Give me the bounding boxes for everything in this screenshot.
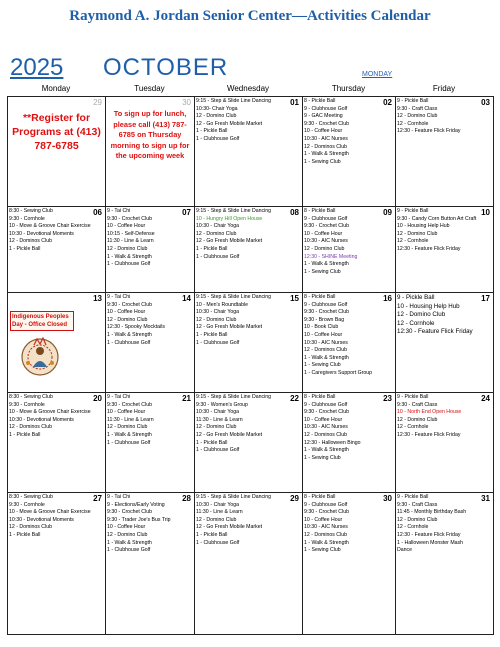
event-list [196, 98, 288, 144]
day-number: 17 [481, 294, 490, 303]
info-note: To sign up for lunch, please call (413) 787-6785 on Thursday morning to sign up for the upcoming week [110, 109, 190, 160]
event-item: 9:30 - Candy Corn Button Art Craft [397, 215, 477, 222]
event-item: 1 - Walk & Strength [304, 354, 349, 361]
event-item: 9 - Pickle Ball [397, 208, 429, 214]
event-item: 8 - Pickle Ball [304, 294, 336, 300]
day-cell-wednesday [195, 97, 303, 207]
event-item: 12 - Dominos Club [9, 524, 52, 531]
event-item: 9 - Tai Chi [107, 208, 131, 214]
day-cell-friday [396, 207, 494, 293]
day-number: 02 [383, 98, 392, 107]
event-item: 10:30 - Chair Yoga [196, 309, 239, 316]
event-item: 10 - Coffee Hour [304, 331, 343, 338]
event-item: 9 - Pickle Ball [397, 98, 429, 104]
event-item: 1 - Clubhouse Golf [196, 253, 240, 260]
event-item: 1 - Walk & Strength [304, 261, 349, 268]
event-item: 12:30 - Feature Flick Friday [397, 431, 461, 438]
event-item: 9:30 - Crochet Club [107, 301, 152, 308]
event-item: 10 - Book Club [304, 324, 339, 331]
event-list [107, 494, 180, 555]
event-item: 9 - Pickle Ball [397, 494, 429, 500]
event-item: 9:30 - Crochet Club [304, 309, 349, 316]
day-number: 15 [290, 294, 299, 303]
event-list [107, 394, 180, 447]
event-item: 12 - Go Fresh Mobile Market [196, 524, 263, 531]
event-item: 12 - Cornhole [397, 319, 435, 327]
event-item: 9 - Clubhouse Golf [304, 401, 348, 408]
day-cell-tuesday [106, 207, 195, 293]
event-item: 8 - Pickle Ball [304, 394, 336, 400]
day-number: 20 [93, 394, 102, 403]
event-item: 9:30 - Craft Class [397, 105, 438, 112]
event-item: 1 - Walk & Strength [107, 253, 152, 260]
day-cell-thursday [303, 493, 396, 635]
event-item: 10 - Coffee Hour [107, 309, 146, 316]
event-item: 9:30 - Craft Class [397, 401, 438, 408]
event-item: 10 - Coffee Hour [304, 128, 343, 135]
event-item: 9 - Pickle Ball [397, 394, 429, 400]
event-item: 10 - Coffee Hour [304, 416, 343, 423]
event-item: 1 - Clubhouse Golf [107, 439, 151, 446]
event-item: 10:30 - AIC Nurses [304, 135, 348, 142]
event-list [304, 294, 381, 378]
calendar [7, 84, 493, 634]
day-number: 27 [93, 494, 102, 503]
event-item: 8 - Pickle Ball [304, 208, 336, 214]
day-cell-monday [8, 97, 106, 207]
event-item: 12:30 - Spooky Mocktails [107, 324, 165, 331]
event-item: 12 - Domino Club [397, 230, 438, 237]
event-item: 12 - Go Fresh Mobile Market [196, 120, 263, 127]
event-item: 1 - Sewing Club [304, 158, 341, 165]
event-item: 1 - Walk & Strength [304, 151, 349, 158]
event-item: 12 - Domino Club [107, 245, 148, 252]
event-item: 9:30 - Cornhole [9, 215, 45, 222]
event-item: 10 - Housing Help Hub [397, 223, 450, 230]
event-list [196, 494, 288, 547]
day-number: 10 [481, 208, 490, 217]
event-item: 11:45 - Monthly Birthday Bash [397, 509, 467, 516]
day-number: 28 [182, 494, 191, 503]
event-list [9, 494, 91, 540]
day-number: 03 [481, 98, 490, 107]
day-cell-thursday [303, 207, 396, 293]
day-cell-monday [8, 393, 106, 493]
event-item: 1 - Pickle Ball [196, 439, 228, 446]
event-list [304, 208, 381, 276]
event-item: 9 - Tai Chi [107, 394, 131, 400]
event-item: 10:30 - Chair Yoga [196, 223, 239, 230]
event-item: 8 - Pickle Ball [304, 98, 336, 104]
day-cell-wednesday [195, 493, 303, 635]
event-item: 9:15 - Step & Slide Line Dancing [196, 98, 271, 104]
event-item: 10:30- Chair Yoga [196, 105, 238, 112]
event-item: 12:30 - Feature Flick Friday [397, 531, 461, 538]
event-item: 1 - Clubhouse Golf [196, 339, 240, 346]
day-cell-friday [396, 493, 494, 635]
day-cell-wednesday [195, 207, 303, 293]
event-item: 1 - Pickle Ball [196, 128, 228, 135]
day-cell-monday [8, 207, 106, 293]
event-item: 8:30 - Sewing Club [9, 494, 53, 500]
day-number: 06 [93, 208, 102, 217]
event-item: 12 - Domino Club [196, 230, 237, 237]
event-item: 9 - Clubhouse Golf [304, 501, 348, 508]
event-item: 12 - Domino Club [107, 316, 148, 323]
event-item: 12 - Go Fresh Mobile Market [196, 324, 263, 331]
day-cell-tuesday [106, 293, 195, 393]
event-item: 9:15 - Step & Slide Line Dancing [196, 494, 271, 500]
monday-link[interactable]: MONDAY [362, 71, 393, 78]
day-cell-tuesday [106, 493, 195, 635]
event-item: 9:30 - Brown Bag [304, 316, 345, 323]
event-item: 10 - Housing Help Hub [397, 302, 460, 310]
day-cell-friday [396, 393, 494, 493]
event-item: 1 - Clubhouse Golf [196, 447, 240, 454]
event-item: 8 - Pickle Ball [304, 494, 336, 500]
day-number: 13 [93, 294, 102, 303]
event-item: 10 - Coffee Hour [107, 409, 146, 416]
event-item: 12 - Dominos Club [9, 238, 52, 245]
event-item: 10:15 - Self-Defense [107, 230, 155, 237]
event-list [196, 394, 288, 455]
event-item: 10:30 - Devotional Moments [9, 416, 74, 423]
event-item: 9 - GAC Meeting [304, 113, 343, 120]
day-number: 23 [383, 394, 392, 403]
event-item: 1 - Clubhouse Golf [107, 547, 151, 554]
event-item: 12 - Dominos Club [304, 143, 347, 150]
event-item: 1 - Pickle Ball [9, 531, 41, 538]
event-item: 1 - Sewing Club [304, 268, 341, 275]
day-number: 30 [383, 494, 392, 503]
event-item: 9:30 - Trader Joe's Bus Trip [107, 516, 171, 523]
event-item: 12:30 - SHINE Meeting [304, 253, 358, 260]
event-item: 12:30 - Feature Flick Friday [397, 328, 473, 336]
event-item: 1 - Pickle Ball [9, 431, 41, 438]
event-item: 9:15 - Step & Slide Line Dancing [196, 294, 271, 300]
event-item: 1 - Pickle Ball [196, 531, 228, 538]
event-item: 9:30 - Craft Class [397, 501, 438, 508]
day-cell-wednesday [195, 293, 303, 393]
event-list [397, 208, 479, 254]
event-item: 12 - Domino Club [107, 531, 148, 538]
event-item: 1 - Halloween Monster Mash Dance [397, 539, 464, 554]
event-item: 1 - Sewing Club [304, 362, 341, 369]
event-item: 12 - Domino Club [196, 424, 237, 431]
event-item: 9:30 - Cornhole [9, 401, 45, 408]
event-item: 9 - Tai Chi [107, 294, 131, 300]
event-item: 9:30 - Crochet Club [107, 509, 152, 516]
event-item: 1 - Walk & Strength [107, 331, 152, 338]
indigenous-art-icon [20, 333, 60, 381]
day-number: 22 [290, 394, 299, 403]
calendar-month: OCTOBER [103, 54, 229, 81]
event-item: 12:30 - Feature Flick Friday [397, 245, 461, 252]
event-item: 10:30 - AIC Nurses [304, 339, 348, 346]
day-number: 07 [182, 208, 191, 217]
weekday-header-wednesday: Wednesday [226, 84, 270, 93]
event-item: 11:30 - Line & Learn [107, 416, 154, 423]
event-list [397, 494, 479, 555]
event-item: 1 - Pickle Ball [196, 245, 228, 252]
event-item: 10 - Move & Groove Chair Exercise [9, 409, 91, 416]
day-cell-monday [8, 293, 106, 393]
event-item: 9:30 - Women's Group [196, 401, 248, 408]
event-item: 10 - Men's Roundtable [196, 301, 249, 308]
day-number: 29 [93, 98, 102, 107]
weekday-header-tuesday: Tuesday [134, 84, 165, 93]
event-item: 10 - Coffee Hour [304, 516, 343, 523]
event-item: 12 - Cornhole [397, 524, 429, 531]
event-item: 10:30 - AIC Nurses [304, 524, 348, 531]
event-item: 11:30 - Line & Learn [107, 238, 154, 245]
event-item: 11:30 - Line & Learn [196, 416, 243, 423]
event-item: 1 - Walk & Strength [304, 447, 349, 454]
event-item: 9 - Clubhouse Golf [304, 301, 348, 308]
info-note: **Register for Programs at (413) 787-6785 [12, 112, 101, 152]
event-item: 9:30 - Cornhole [9, 501, 45, 508]
event-item: 9:30 - Crochet Club [304, 120, 349, 127]
event-item: 12 - Cornhole [397, 238, 429, 245]
event-item: 12 - Domino Club [397, 113, 438, 120]
event-list [397, 98, 479, 136]
event-item: 1 - Walk & Strength [107, 431, 152, 438]
event-item: 9:15 - Step & Slide Line Dancing [196, 208, 271, 214]
day-number: 09 [383, 208, 392, 217]
event-item: 10 - Coffee Hour [304, 230, 343, 237]
calendar-grid [7, 96, 494, 635]
event-item: 1 - Pickle Ball [9, 245, 41, 252]
event-item: 12 - Domino Club [397, 311, 446, 319]
weekday-header-friday: Friday [432, 84, 456, 93]
event-item: 9:30 - Crochet Club [304, 409, 349, 416]
event-item: 12 - Domino Club [107, 424, 148, 431]
event-item: 1 - Sewing Club [304, 454, 341, 461]
event-item: 10 - North End Open House [397, 409, 462, 416]
event-item: 1 - Clubhouse Golf [107, 261, 151, 268]
event-item: 9:30 - Crochet Club [107, 401, 152, 408]
day-cell-monday [8, 493, 106, 635]
event-item: 10:30 - Chair Yoga [196, 409, 239, 416]
day-number: 16 [383, 294, 392, 303]
event-item: 1 - Clubhouse Golf [196, 135, 240, 142]
event-item: 10:30 - AIC Nurses [304, 238, 348, 245]
event-item: 12 - Dominos Club [304, 347, 347, 354]
day-number: 14 [182, 294, 191, 303]
day-cell-tuesday [106, 393, 195, 493]
event-item: 9 - Tai Chi [107, 494, 131, 500]
weekday-header-monday: Monday [41, 84, 71, 93]
event-item: 8:30 - Sewing Club [9, 394, 53, 400]
event-item: 9:30 - Crochet Club [304, 509, 349, 516]
event-item: 9 - Clubhouse Golf [304, 215, 348, 222]
event-item: 1 - Walk & Strength [107, 539, 152, 546]
event-item: 9 - Clubhouse Golf [304, 105, 348, 112]
event-item: 12 - Go Fresh Mobile Market [196, 238, 263, 245]
day-number: 21 [182, 394, 191, 403]
event-item: 1 - Pickle Ball [196, 331, 228, 338]
event-item: 10:30 - Chair Yoga [196, 501, 239, 508]
day-cell-thursday [303, 393, 396, 493]
event-item: 1 - Caregivers Support Group [304, 369, 373, 376]
day-number: 08 [290, 208, 299, 217]
event-item: 1 - Walk & Strength [304, 539, 349, 546]
day-number: 31 [481, 494, 490, 503]
calendar-year: 2025 [10, 54, 64, 81]
event-list [196, 208, 288, 261]
event-item: 1 - Clubhouse Golf [196, 539, 240, 546]
event-list [107, 208, 180, 269]
event-item: 1 - Clubhouse Golf [107, 339, 151, 346]
event-list [9, 208, 91, 254]
event-item: 12:30 - Halloween Bingo [304, 439, 361, 446]
day-number: 24 [481, 394, 490, 403]
day-cell-thursday [303, 293, 396, 393]
event-item: 12 - Dominos Club [304, 531, 347, 538]
event-item: 8:30 - Sewing Club [9, 208, 53, 214]
event-item: 9:30 - Crochet Club [304, 223, 349, 230]
page-title: Raymond A. Jordan Senior Center—Activities Calendar [69, 8, 431, 24]
event-list [196, 294, 288, 347]
event-item: 12 - Domino Club [196, 516, 237, 523]
event-item: 10:30 - Devotional Moments [9, 516, 74, 523]
event-item: 12 - Go Fresh Mobile Market [196, 431, 263, 438]
event-item: 10 - Coffee Hour [107, 223, 146, 230]
event-list [304, 98, 381, 166]
event-item: 11:30 - Line & Learn [196, 509, 243, 516]
event-item: 10 - Coffee Hour [107, 524, 146, 531]
event-item: 1 - Sewing Club [304, 547, 341, 554]
event-item: 10 - Move & Groove Chair Exercise [9, 223, 91, 230]
event-item: 10:30 - Devotional Moments [9, 230, 74, 237]
event-list [304, 394, 381, 462]
event-item: 9 - Elections/Early Voting [107, 501, 165, 508]
day-number: 01 [290, 98, 299, 107]
event-item: 10 - Hungry Hill Open House [196, 215, 263, 222]
day-number: 29 [290, 494, 299, 503]
day-cell-tuesday [106, 97, 195, 207]
event-item: 9:15 - Step & Slide Line Dancing [196, 394, 271, 400]
day-cell-wednesday [195, 393, 303, 493]
event-item: 10:30 - AIC Nurses [304, 424, 348, 431]
holiday-note: Indigenous Peoples Day - Office Closed [10, 311, 74, 331]
day-cell-friday [396, 97, 494, 207]
event-item: 12:30 - Feature Flick Friday [397, 128, 461, 135]
event-item: 12 - Domino Club [196, 316, 237, 323]
day-cell-thursday [303, 97, 396, 207]
event-item: 9 - Pickle Ball [397, 294, 435, 301]
event-item: 12 - Cornhole [397, 424, 429, 431]
event-list [397, 294, 479, 337]
event-item: 9:30 - Crochet Club [107, 215, 152, 222]
event-item: 12 - Domino Club [397, 416, 438, 423]
event-item: 12 - Cornhole [397, 120, 429, 127]
event-list [107, 294, 180, 347]
event-item: 10 - Move & Groove Chair Exercise [9, 509, 91, 516]
day-number: 30 [182, 98, 191, 107]
event-item: 12 - Dominos Club [304, 431, 347, 438]
event-item: 12 - Domino Club [397, 516, 438, 523]
event-list [397, 394, 479, 440]
event-list [9, 394, 91, 440]
event-list [304, 494, 381, 555]
event-item: 12 - Domino Club [304, 245, 345, 252]
weekday-header-thursday: Thursday [331, 84, 366, 93]
event-item: 12 - Domino Club [196, 113, 237, 120]
event-item: 12 - Dominos Club [9, 424, 52, 431]
day-cell-friday [396, 293, 494, 393]
